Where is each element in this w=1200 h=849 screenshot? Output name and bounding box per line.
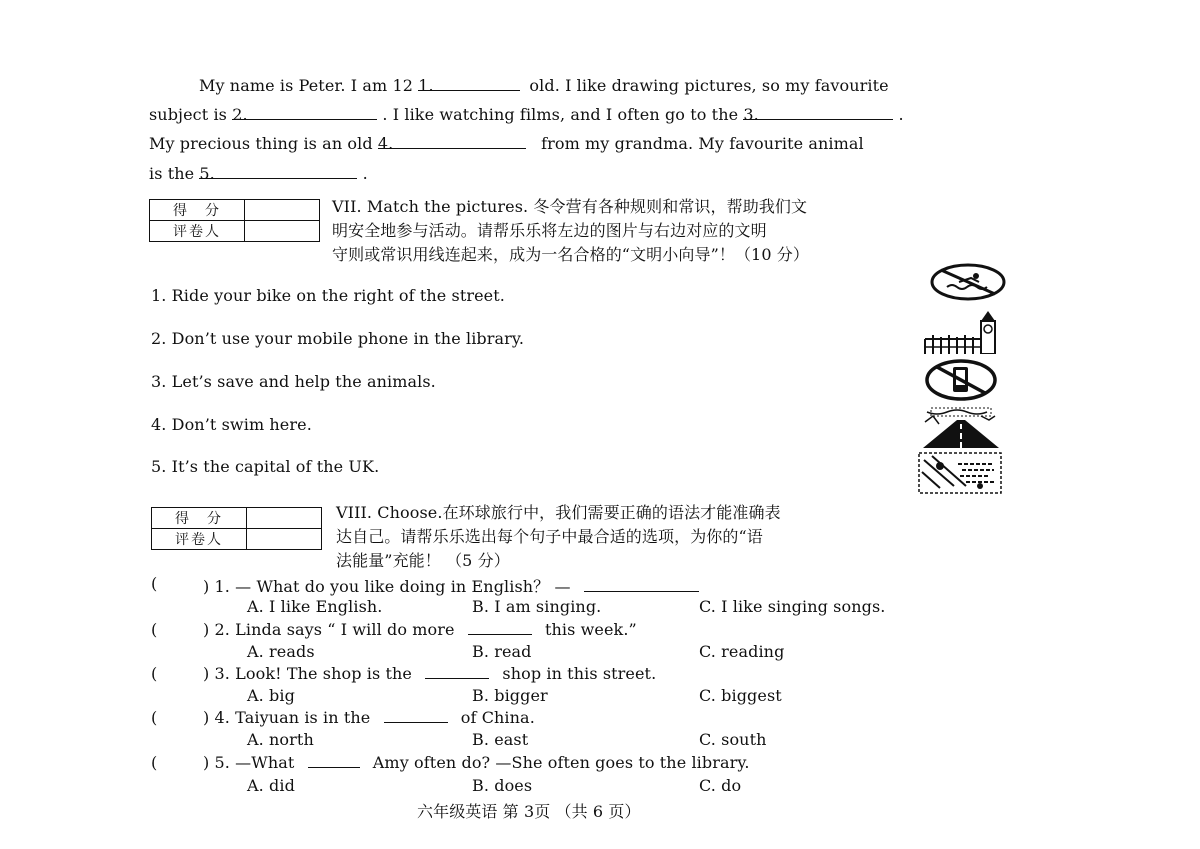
option-a[interactable]: A. big bbox=[247, 686, 295, 705]
reviewer-label: 评卷人 bbox=[152, 529, 247, 550]
passage-line-1 bbox=[199, 76, 889, 95]
blank-4[interactable]: 4. bbox=[378, 134, 526, 149]
reviewer-label: 评卷人 bbox=[150, 221, 245, 242]
big-ben-icon[interactable] bbox=[923, 309, 1003, 354]
answer-paren[interactable]: ( bbox=[151, 708, 158, 727]
answer-paren[interactable]: ( bbox=[151, 574, 158, 593]
option-b[interactable]: B. does bbox=[472, 776, 533, 795]
reviewer-cell[interactable] bbox=[247, 529, 322, 550]
score-cell[interactable] bbox=[247, 508, 322, 529]
question-1-stem: ) 1. — What do you like doing in English？ — bbox=[203, 574, 699, 597]
option-c[interactable]: C. reading bbox=[699, 642, 785, 661]
blank-5[interactable]: 5. bbox=[199, 164, 357, 179]
passage-line-4 bbox=[149, 164, 368, 183]
passage-text: My precious thing is an old bbox=[149, 134, 373, 153]
option-b[interactable]: B. east bbox=[472, 730, 529, 749]
question-4-blank[interactable] bbox=[384, 708, 448, 723]
blank-2[interactable]: 2. bbox=[232, 105, 377, 120]
match-item-3: 3. Let’s save and help the animals. bbox=[151, 372, 436, 391]
question-3-blank[interactable] bbox=[425, 664, 489, 679]
match-item-5: 5. It’s the capital of the UK. bbox=[151, 457, 380, 476]
passage-text: My name is Peter. I am 12 bbox=[199, 76, 414, 95]
no-phone-sign-icon[interactable] bbox=[923, 359, 999, 401]
option-a[interactable]: A. did bbox=[247, 776, 295, 795]
question-4-stem: ) 4. Taiyuan is in the of China. bbox=[203, 708, 535, 727]
answer-paren[interactable]: ( bbox=[151, 753, 158, 772]
option-b[interactable]: B. read bbox=[472, 642, 532, 661]
option-c[interactable]: C. do bbox=[699, 776, 742, 795]
match-item-4: 4. Don’t swim here. bbox=[151, 415, 312, 434]
question-5-stem: ) 5. —What Amy often do? —She often goes to the library. bbox=[203, 753, 750, 772]
animals-icon[interactable] bbox=[918, 452, 1002, 494]
question-3-stem: ) 3. Look! The shop is the shop in this street. bbox=[203, 664, 657, 683]
match-item-2: 2. Don’t use your mobile phone in the library. bbox=[151, 329, 525, 348]
score-label: 得 分 bbox=[152, 508, 247, 529]
no-swimming-sign-icon[interactable] bbox=[929, 263, 1007, 301]
question-5-blank[interactable] bbox=[308, 753, 360, 768]
passage-text: from my grandma. My favourite animal bbox=[541, 134, 864, 153]
question-2-stem: ) 2. Linda says “ I will do more this week.” bbox=[203, 620, 637, 639]
score-cell[interactable] bbox=[245, 200, 320, 221]
road-icon[interactable] bbox=[921, 406, 1001, 448]
option-a[interactable]: A. I like English. bbox=[247, 597, 383, 616]
section8-heading-1: VIII. Choose.在环球旅行中，我们需要正确的语法才能准确表 bbox=[336, 503, 781, 522]
page-footer: 六年级英语 第 3页 （共 6 页） bbox=[417, 802, 641, 821]
blank-3[interactable]: 3. bbox=[743, 105, 893, 120]
passage-text: . bbox=[898, 105, 904, 124]
passage-line-2 bbox=[149, 105, 904, 124]
match-item-1: 1. Ride your bike on the right of the street. bbox=[151, 286, 505, 305]
passage-text: . bbox=[362, 164, 368, 183]
question-2-blank[interactable] bbox=[468, 620, 532, 635]
section7-heading-2: 明安全地参与活动。请帮乐乐将左边的图片与右边对应的文明 bbox=[332, 221, 767, 240]
option-c[interactable]: C. I like singing songs. bbox=[699, 597, 886, 616]
reviewer-cell[interactable] bbox=[245, 221, 320, 242]
option-c[interactable]: C. biggest bbox=[699, 686, 782, 705]
section7-heading-3: 守则或常识用线连起来，成为一名合格的“文明小向导”！（10 分） bbox=[332, 245, 810, 264]
passage-text: subject is bbox=[149, 105, 227, 124]
answer-paren[interactable]: ( bbox=[151, 664, 158, 683]
passage-text: old. I like drawing pictures, so my favourite bbox=[529, 76, 889, 95]
blank-1[interactable]: 1. bbox=[418, 76, 520, 91]
score-label: 得 分 bbox=[150, 200, 245, 221]
section8-heading-2: 达自己。请帮乐乐选出每个句子中最合适的选项，为你的“语 bbox=[336, 527, 763, 546]
score-table-section8 bbox=[151, 507, 322, 550]
section7-heading-1: VII. Match the pictures. 冬令营有各种规则和常识，帮助我们文 bbox=[332, 197, 808, 216]
passage-line-3 bbox=[149, 134, 864, 153]
option-a[interactable]: A. north bbox=[247, 730, 314, 749]
option-c[interactable]: C. south bbox=[699, 730, 767, 749]
answer-paren[interactable]: ( bbox=[151, 620, 158, 639]
section8-heading-3: 法能量”充能！ （5 分） bbox=[336, 551, 510, 570]
passage-text: is the bbox=[149, 164, 195, 183]
question-1-blank[interactable] bbox=[584, 577, 699, 592]
option-a[interactable]: A. reads bbox=[247, 642, 315, 661]
score-table-section7 bbox=[149, 199, 320, 242]
passage-text: . I like watching films, and I often go to the bbox=[382, 105, 739, 124]
option-b[interactable]: B. bigger bbox=[472, 686, 548, 705]
option-b[interactable]: B. I am singing. bbox=[472, 597, 602, 616]
